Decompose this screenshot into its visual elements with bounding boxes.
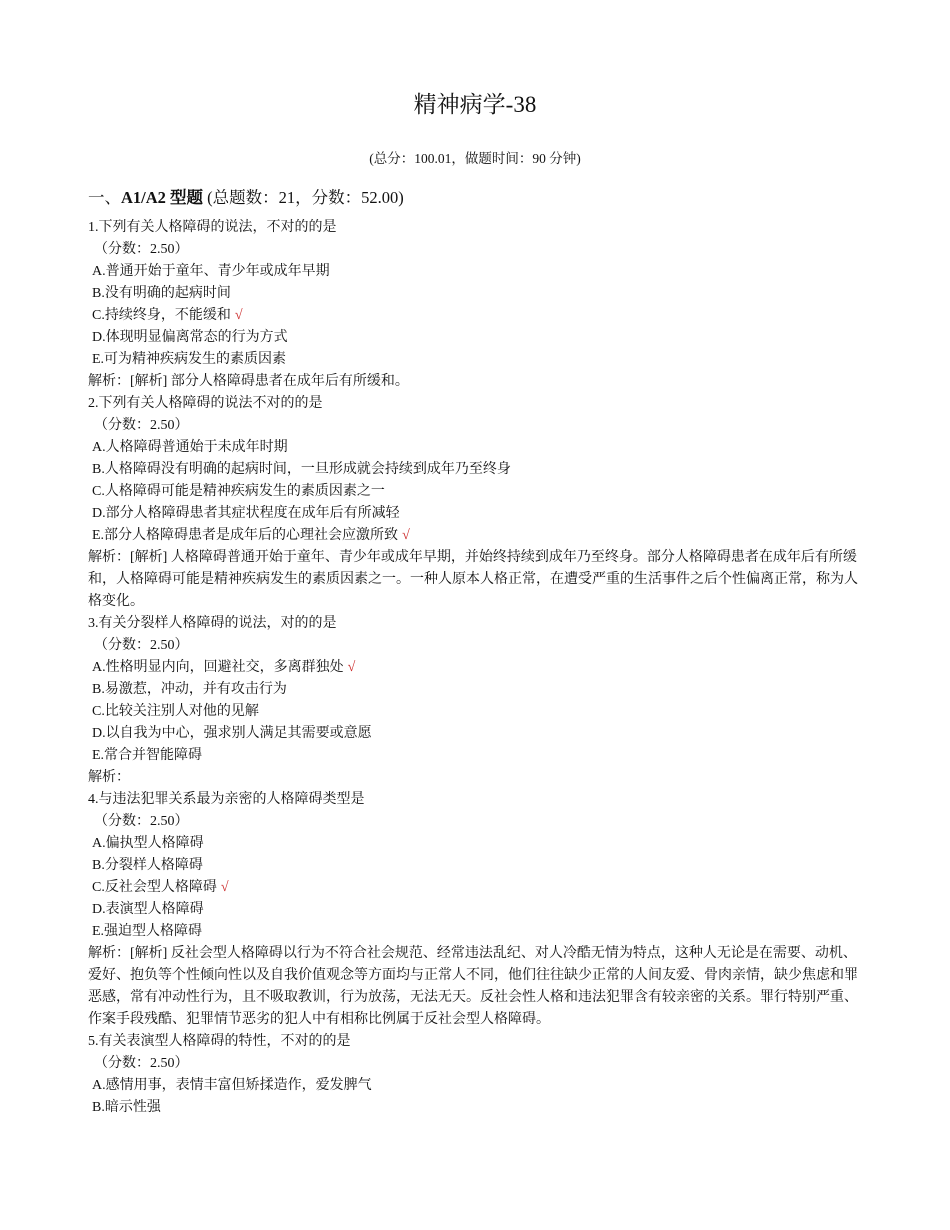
option-b: [88, 855, 860, 877]
option-d: [88, 503, 860, 525]
exam-meta: (总分：100.01，做题时间：90 分钟): [369, 151, 581, 166]
option-c: [88, 305, 860, 327]
option-e: [88, 525, 860, 547]
question-stem: 5.有关表演型人格障碍的特性，不对的的是: [88, 1034, 351, 1049]
correct-check-icon: √: [347, 660, 356, 675]
section-info: (总题数：21，分数：52.00): [203, 188, 404, 207]
question-score: （分数：2.50）: [94, 814, 189, 829]
option-text: E.常合并智能障碍: [92, 748, 203, 763]
section-heading: [88, 187, 404, 209]
option-a: [88, 657, 860, 679]
option-text: C.人格障碍可能是精神疾病发生的素质因素之一: [92, 484, 385, 499]
option-e: [88, 745, 860, 767]
option-text: D.以自我为中心，强求别人满足其需要或意愿: [92, 726, 372, 741]
option-text: A.偏执型人格障碍: [92, 836, 204, 851]
option-a: [88, 833, 860, 855]
question-stem: 4.与违法犯罪关系最为亲密的人格障碍类型是: [88, 792, 365, 807]
option-e: [88, 921, 860, 943]
question-analysis: 解析：[解析] 人格障碍普通开始于童年、青少年或成年早期，并始终持续到成年乃至终身。部分人格障碍患者在成年后有所缓和，人格障碍可能是精神疾病发生的素质因素之一。一种人原本人格正常，在遭受严重的生活事件之后个性偏离正常，称为人格变化。: [88, 550, 858, 609]
option-text: B.分裂样人格障碍: [92, 858, 203, 873]
option-text: E.可为精神疾病发生的素质因素: [92, 352, 287, 367]
question-analysis: 解析：[解析] 反社会型人格障碍以行为不符合社会规范、经常违法乱纪、对人冷酷无情为特点，这种人无论是在需要、动机、爱好、抱负等个性倾向性以及自我价值观念等方面均与正常人不同，他们往往缺少正常的人间友爱、骨肉亲情，缺少焦虑和罪恶感，常有冲动性行为，且不吸取教训，行为放荡，无法无天。反社会性人格和违法犯罪含有较亲密的关系。罪行特别严重、作案手段残酷、犯罪情节恶劣的犯人中有相称比例属于反社会型人格障碍。: [88, 946, 858, 1027]
option-text: B.易激惹，冲动，并有攻击行为: [92, 682, 287, 697]
section-prefix: 一、: [88, 188, 121, 207]
correct-check-icon: √: [402, 528, 410, 543]
option-b: [88, 283, 860, 305]
option-b: [88, 459, 860, 481]
option-b: [88, 1097, 860, 1119]
option-text: A.普通开始于童年、青少年或成年早期: [92, 264, 330, 279]
option-text: C.比较关注别人对他的见解: [92, 704, 259, 719]
option-text: D.部分人格障碍患者其症状程度在成年后有所减轻: [92, 506, 400, 521]
option-c: [88, 877, 860, 899]
question-score: （分数：2.50）: [94, 638, 189, 653]
question-list: [88, 217, 860, 1119]
question-stem: 1.下列有关人格障碍的说法，不对的的是: [88, 220, 337, 235]
correct-check-icon: √: [234, 308, 243, 323]
option-text: A.感情用事，表情丰富但矫揉造作，爱发脾气: [92, 1078, 372, 1093]
question-score: （分数：2.50）: [94, 242, 189, 257]
option-text: E.强迫型人格障碍: [92, 924, 203, 939]
document-title: 精神病学-38: [413, 92, 537, 117]
question-stem: 3.有关分裂样人格障碍的说法，对的的是: [88, 616, 337, 631]
option-text: B.暗示性强: [92, 1100, 161, 1115]
option-c: [88, 701, 860, 723]
section-name: A1/A2 型题: [121, 188, 204, 207]
option-a: [88, 1075, 860, 1097]
option-text: C.反社会型人格障碍: [92, 880, 217, 895]
option-text: D.表演型人格障碍: [92, 902, 204, 917]
option-a: [88, 437, 860, 459]
option-text: E.部分人格障碍患者是成年后的心理社会应激所致: [92, 528, 399, 543]
option-a: [88, 261, 860, 283]
question-score: （分数：2.50）: [94, 418, 189, 433]
option-text: A.性格明显内向，回避社交，多离群独处: [92, 660, 344, 675]
option-text: D.体现明显偏离常态的行为方式: [92, 330, 288, 345]
option-c: [88, 481, 860, 503]
option-d: [88, 899, 860, 921]
question-stem: 2.下列有关人格障碍的说法不对的的是: [88, 396, 323, 411]
question-score: （分数：2.50）: [94, 1056, 189, 1071]
option-text: A.人格障碍普通始于未成年时期: [92, 440, 288, 455]
option-text: B.没有明确的起病时间: [92, 286, 231, 301]
option-e: [88, 349, 860, 371]
option-text: C.持续终身，不能缓和: [92, 308, 231, 323]
correct-check-icon: √: [220, 880, 229, 895]
option-text: B.人格障碍没有明确的起病时间，一旦形成就会持续到成年乃至终身: [92, 462, 511, 477]
option-b: [88, 679, 860, 701]
question-analysis: 解析：[解析] 部分人格障碍患者在成年后有所缓和。: [88, 374, 409, 389]
question-analysis: 解析：: [88, 770, 130, 785]
option-d: [88, 327, 860, 349]
option-d: [88, 723, 860, 745]
